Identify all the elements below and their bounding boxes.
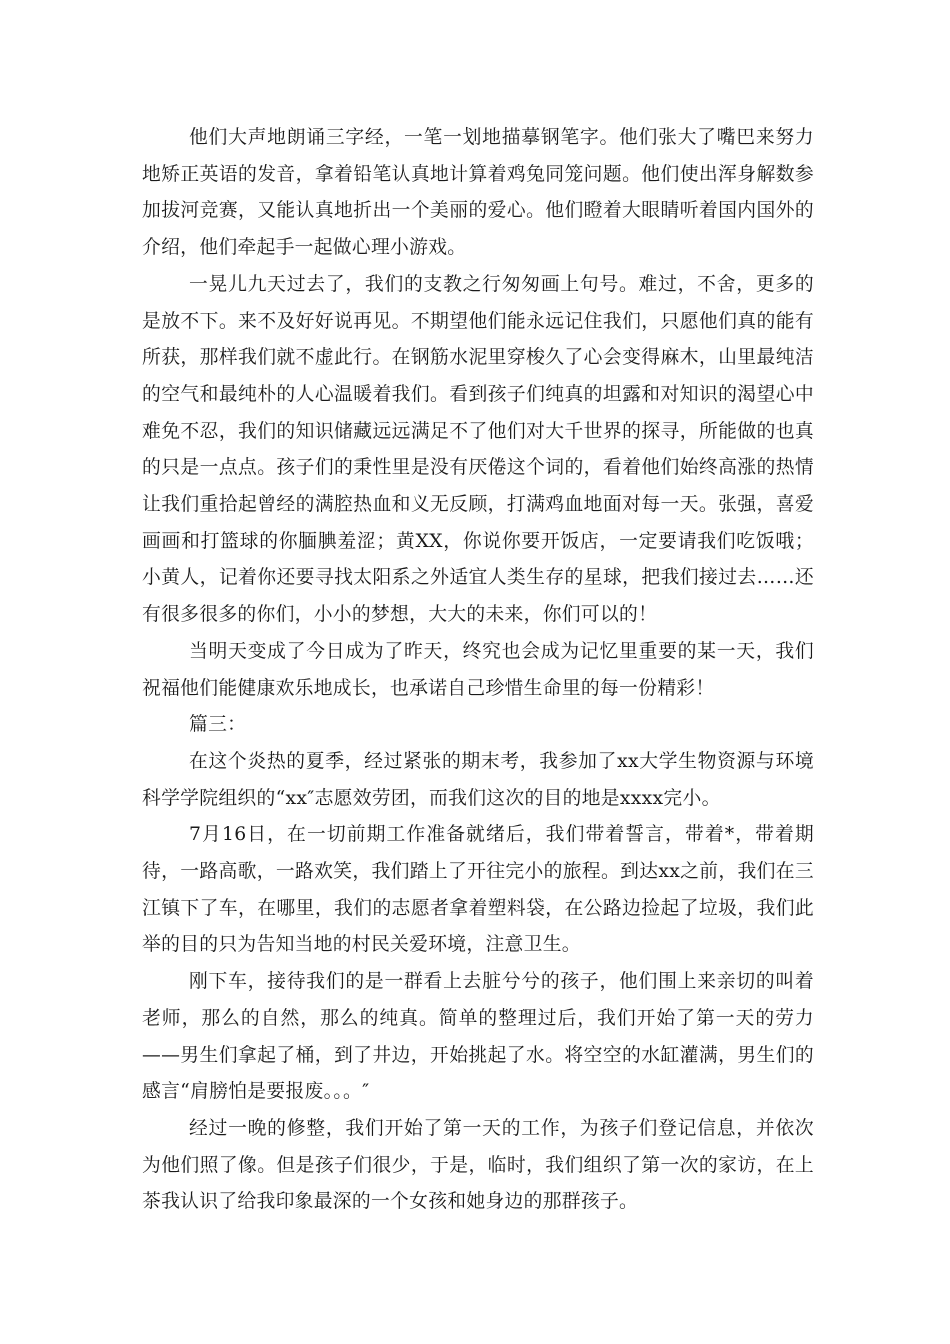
paragraph: 刚下车，接待我们的是一群看上去脏兮兮的孩子，他们围上来亲切的叫着老师，那么的自然，那么的纯真。简单的整理过后，我们开始了第一天的劳力——男生们拿起了桶，到了井边，开始挑起了水。将空空的水缸灌满，男生们的感言“肩膀怕是要报废。。。″ [142, 971, 814, 1103]
paragraph: 经过一晚的修整，我们开始了第一天的工作，为孩子们登记信息，并依次为他们照了像。但是孩子们很少，于是，临时，我们组织了第一次的家访，在上茶我认识了给我印象最深的一个女孩和她身边的那群孩子。 [142, 1117, 814, 1213]
document-body [142, 120, 814, 1221]
paragraph: 一晃儿九天过去了，我们的支教之行匆匆画上句号。难过，不舍，更多的是放不下。来不及好好说再见。不期望他们能永远记住我们，只愿他们真的能有所获，那样我们就不虚此行。在钢筋水泥里穿梭久了心会变得麻木，山里最纯洁的空气和最纯朴的人心温暖着我们。看到孩子们纯真的坦露和对知识的渴望心中难免不忍，我们的知识储藏远远满足不了他们对大千世界的探寻，所能做的也真的只是一点点。孩子们的秉性里是没有厌倦这个词的，看着他们始终高涨的热情让我们重拾起曾经的满腔热血和义无反顾，打满鸡血地面对每一天。张强，喜爱画画和打篮球的你腼腆羞涩；黄XX，你说你要开饭店，一定要请我们吃饭哦；小黄人，记着你还要寻找太阳系之外适宜人类生存的星球，把我们接过去……还有很多很多的你们，小小的梦想，大大的未来，你们可以的！ [142, 273, 814, 626]
paragraph: 当明天变成了今日成为了昨天，终究也会成为记忆里重要的某一天，我们祝福他们能健康欢乐地成长，也承诺自己珍惜生命里的每一份精彩！ [142, 640, 814, 699]
paragraph: 7月16日，在一切前期工作准备就绪后，我们带着誓言，带着*，带着期待，一路高歌，一路欢笑，我们踏上了开往完小的旅程。到达xx之前，我们在三江镇下了车，在哪里，我们的志愿者拿着塑料袋，在公路边捡起了垃圾，我们此举的目的只为告知当地的村民关爱环境，注意卫生。 [142, 824, 814, 956]
section-heading: 篇三： [189, 714, 247, 736]
paragraph: 在这个炎热的夏季，经过紧张的期末考，我参加了xx大学生物资源与环境科学学院组织的“xx″志愿效劳团，而我们这次的目的地是xxxx完小。 [142, 750, 814, 809]
paragraph: 他们大声地朗诵三字经，一笔一划地描摹钢笔字。他们张大了嘴巴来努力地矫正英语的发音，拿着铅笔认真地计算着鸡兔同笼问题。他们使出浑身解数参加拔河竞赛，又能认真地折出一个美丽的爱心。他们瞪着大眼睛听着国内国外的介绍，他们牵起手一起做心理小游戏。 [142, 127, 814, 259]
